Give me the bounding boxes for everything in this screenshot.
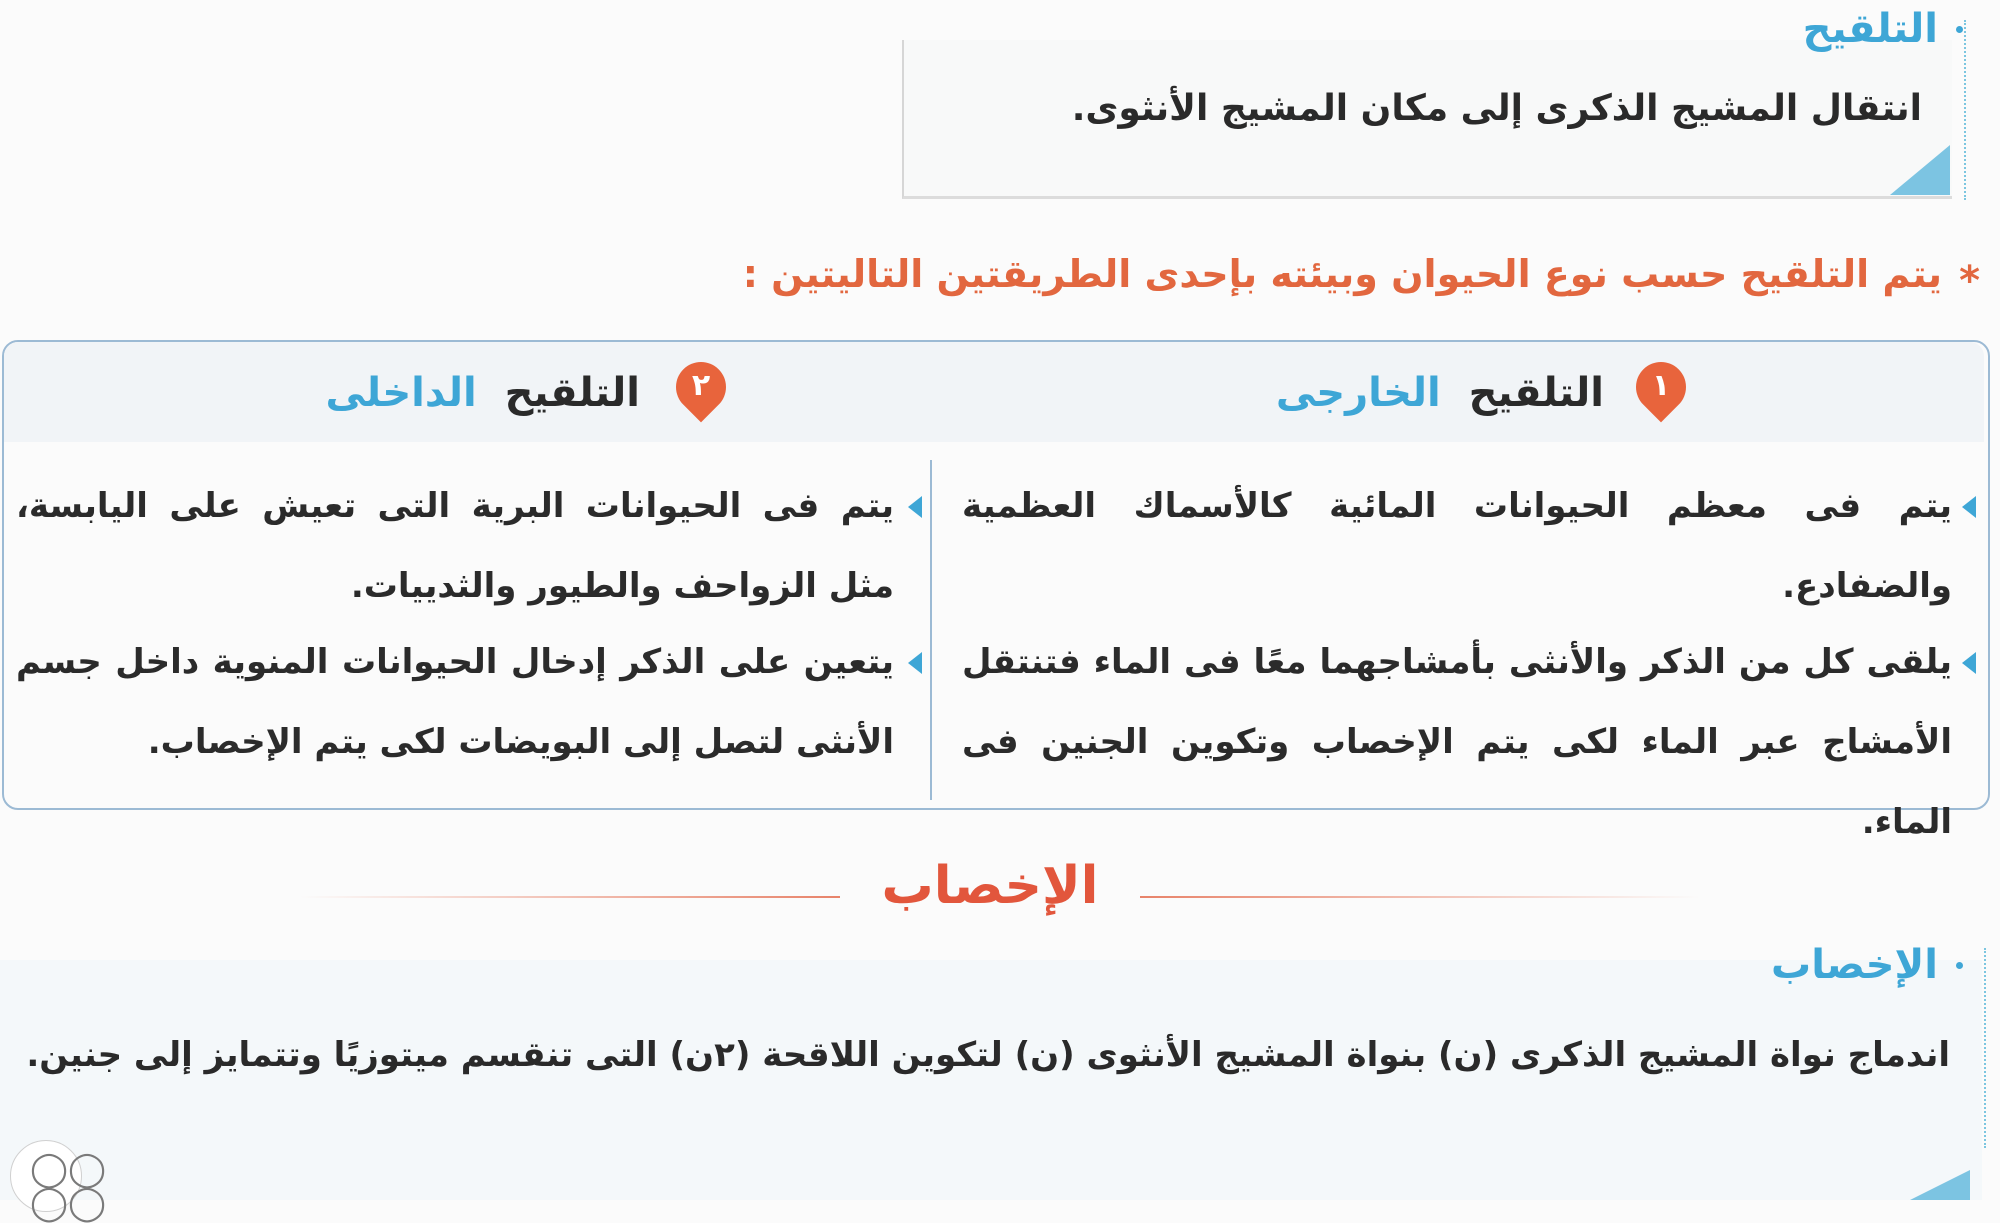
method-point: يتم فى الحيوانات البرية التى تعيش على اليابسة، مثل الزواحف والطيور والثدييات.	[16, 486, 894, 606]
method-heading-external	[1276, 370, 1604, 416]
pointer-icon	[908, 652, 922, 674]
dotted-border	[1984, 948, 1986, 1148]
intro-statement: يتم التلقيح حسب نوع الحيوان وبيئته بإحدى الطريقتين التاليتين :	[742, 252, 1942, 296]
pointer-icon	[908, 496, 922, 518]
section-title: الإخصاب	[881, 856, 1099, 916]
method-heading-main: التلقيح	[504, 370, 640, 416]
method-heading-accent: الخارجى	[1275, 370, 1441, 416]
method-heading-accent: الداخلى	[325, 370, 477, 416]
method-number-badge	[1636, 362, 1686, 412]
definition-title: التلقيح	[1802, 6, 1938, 52]
heading-rule-left	[300, 896, 840, 898]
dotted-border	[1964, 20, 1966, 200]
method-heading-main: التلقيح	[1468, 370, 1604, 416]
bullet-icon	[1956, 26, 1963, 33]
grid-icon[interactable]: ◯◯ ◯◯	[30, 1149, 107, 1223]
method-point: يتعين على الذكر إدخال الحيوانات المنوية داخل جسم الأنثى لتصل إلى البويضات لكى يتم الإخصاب.	[16, 642, 894, 762]
method-point: يتم فى معظم الحيوانات المائية كالأسماك العظمية والضفادع.	[962, 486, 1952, 606]
method-point: يلقى كل من الذكر والأنثى بأمشاجهما معًا فى الماء فتنتقل الأمشاج عبر الماء لكى يتم الإخصاب وتكوين الجنين فى الماء.	[962, 642, 1952, 842]
heading-rule-right	[1140, 896, 1700, 898]
column-divider	[930, 460, 932, 800]
definition-text: انتقال المشيج الذكرى إلى مكان المشيج الأنثوى.	[1071, 88, 1922, 129]
method-number: ٢	[691, 368, 711, 403]
method-heading-internal	[326, 370, 640, 416]
definition-text: اندماج نواة المشيج الذكرى (ن) بنواة المشيج الأنثوى (ن) لتكوين اللاقحة (٢ن) التى تنقسم ميتوزيًا وتتمايز إلى جنين.	[26, 1035, 1950, 1075]
method-number-badge	[676, 362, 726, 412]
corner-decoration	[1890, 145, 1950, 195]
definition-title: الإخصاب	[1771, 942, 1938, 988]
bullet-icon	[1956, 962, 1963, 969]
methods-header-band	[4, 342, 1984, 442]
pointer-icon	[1962, 496, 1976, 518]
corner-decoration	[1910, 1170, 1970, 1200]
star-icon: *	[1959, 258, 1980, 304]
pointer-icon	[1962, 652, 1976, 674]
method-number: ١	[1651, 368, 1671, 403]
